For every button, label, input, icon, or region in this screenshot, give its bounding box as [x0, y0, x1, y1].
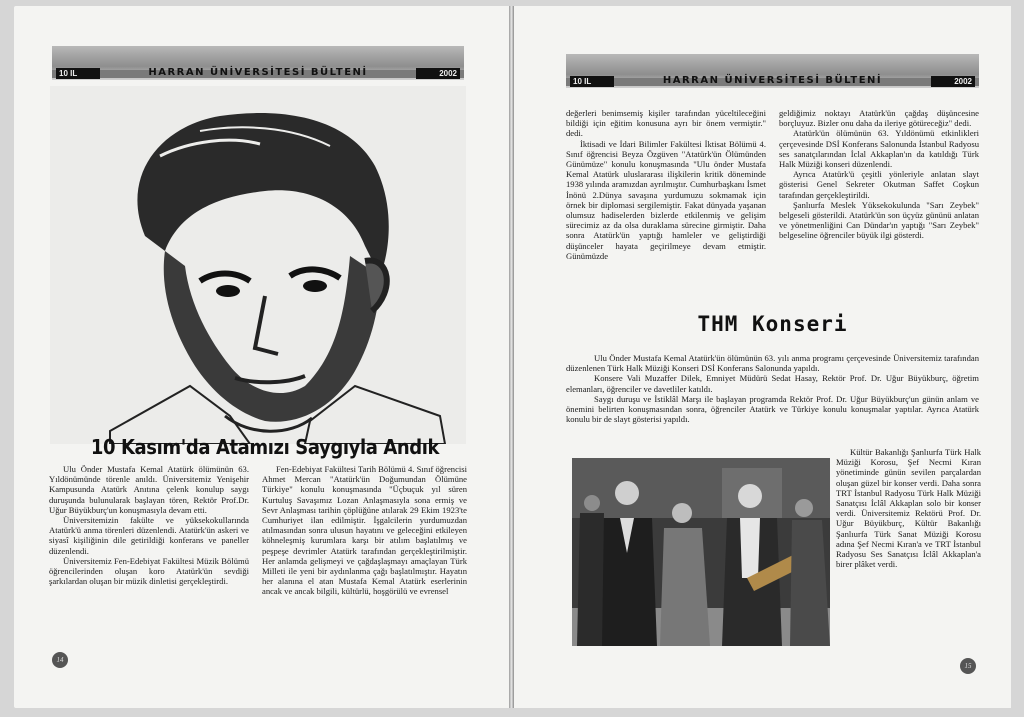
- paragraph: Üniversitemiz Fen-Edebiyat Fakültesi Müzik Bölümü öğrencilerinden oluşan koro Atatürk'ün sevdiği şarkılardan oluşan bir müzik dinletisi gerçekleştirdi.: [49, 555, 249, 587]
- paragraph: Kültür Bakanlığı Şanlıurfa Türk Halk Müziği Korosu, Şef Necmi Kıran yönetiminde günün sevilen parçalardan oluşan güzel bir konser verdi. Daha sonra TRT İstanbul Radyosu Türk Halk Müziği Sanatçısı İclâl Akkaplan solo bir konser verdi. Üniversitemiz Rektörü Prof. Dr. Uğur Büyükburç, Kültür Bakanlığı Şanlıurfa Türk Sanat Müziği Korosu adına Şef Necmi Kıran'a ve TRT İstanbul Radyosu Ses Sanatçısı İclâl Akkaplan'a birer plâket verdi.: [836, 447, 981, 570]
- right-page: [514, 6, 1011, 708]
- paragraph: Fen-Edebiyat Fakültesi Tarih Bölümü 4. Sınıf öğrencisi Ahmet Mercan "Atatürk'ün Doğumundan Ölümüne Türkiye" konulu konuşmasında "Üçbuçuk yıl süren Kurtuluş Savaşımız Lozan Anlaşmasıyla sona ermiş ve Sevr Anlaşması tarihin çöplüğüne atılarak 29 Ekim 1923'te Cumhuriyet ilan edilmiştir. İşgalcilerin yurdumuzdan atılmasından sonra ulusun hayatını ve geleceğini etkileyen köhneleşmiş kurumlara karşı bir atılım başlatılmış ve peşpeşe devrimler Atatürk tarafından gerçekleştirilmiştir. Her anlamda gelişmeyi ve çağdaşlaşmayı amaçlayan Türk Milleti ile yeni bir aydınlanma çağı başlatılmıştır. Hayatın her alanına el atan Mustafa Kemal Atatürk eserlerinin ancak ve ancak bilgili, kültürlü, hoşgörülü ve evrensel: [262, 464, 467, 597]
- paragraph: Üniversitemizin fakülte ve yüksekokullarında Atatürk'ü anma törenleri düzenlendi. Atatürk'ün askeri ve siyasî kişiliğinin dile getirildiği konferans ve paneller düzenlendi.: [49, 515, 249, 556]
- concert-intro: [566, 353, 979, 424]
- left-column-2: [262, 464, 467, 597]
- header-right-tag: 2002: [416, 68, 460, 79]
- header-title: HARRAN ÜNİVERSİTESİ BÜLTENİ: [662, 75, 883, 86]
- paragraph: Atatürk'ün ölümünün 63. Yıldönümü etkinlikleri çerçevesinde DSİ Konferans Salonunda İstanbul Radyosu ses sanatçılarından İclal Akkaplan'ın da katıldığı Türk Halk Müziği konseri düzenlendi.: [779, 128, 979, 170]
- paragraph: Ayrıca Atatürk'ü çeşitli yönleriyle anlatan slayt gösterisi Genel Sekreter Okutman Saffet Coşkun tarafından gerçekleştirildi.: [779, 169, 979, 200]
- left-column-1: [49, 464, 249, 586]
- paragraph: geldiğimiz noktayı Atatürk'ün çağdaş düşüncesine borçluyuz. Bizler onu daha da ileriye götüreceğiz" dedi.: [779, 108, 979, 129]
- right-column-3: [836, 447, 981, 569]
- paragraph: İktisadi ve İdari Bilimler Fakültesi İktisat Bölümü 4. Sınıf öğrencisi Beyza Özgüven "Atatürk'ün Ölümünden Günümüze" konulu konuşmasında "Ulu önder Mustafa Kemal Atatürk uluslararası ilişkilerin kritik döneminde 1938 yılında aramızdan ayrılmıştır. Cumhurbaşkanı İsmet İnönü 2.Dünya savaşına yurdumuzu sokmamak için örnek bir diplomasi sergilemiştir. Fakat dünyada yaşanan olumsuz hadiselerden bizlerde etkilenmiş ve gelişim sürecimiz az da olsa duraklama sürecine girmiştir. Daha sonra Atatürk'ün yaptığı hamleler ve geliştirdiği düşünceler hayata geçirilmeye devam etmiştir. Günümüzde: [566, 138, 766, 261]
- page-number: 14: [52, 652, 68, 668]
- right-column-1: [566, 108, 766, 261]
- ataturk-portrait: [50, 86, 466, 444]
- paragraph: Konsere Vali Muzaffer Dilek, Emniyet Müdürü Sedat Hasay, Rektör Prof. Dr. Uğur Büyükburç, öğretim elemanları, öğrenciler ve davetliler katıldı.: [566, 373, 979, 394]
- left-page: [14, 6, 509, 708]
- paragraph: Şanlıurfa Meslek Yüksekokulunda "Sarı Zeybek" belgeseli gösterildi. Atatürk'ün son üçyüz gününü anlatan ve yönetmenliğini Can Dündar'ın yaptığı "Sarı Zeybek" belgeseline öğrenciler büyük ilgi gösterdi.: [779, 199, 979, 241]
- paragraph: değerleri benimsemiş kişiler tarafından yüceltileceğini bildiği için eğitim konusuna ayrı bir önem vermiştir." dedi.: [566, 108, 766, 139]
- paragraph: Saygı duruşu ve İstiklâl Marşı ile başlayan programda Rektör Prof. Dr. Uğur Büyükburç'un günün anlam ve önemini belirten konuşmasından sonra, öğrenciler Atatürk ve Türkiye konulu konuşmalar yaptılar. Ayrıca Atatürk konulu bir de slayt gösterisi yapıldı.: [566, 393, 979, 425]
- page-header: [566, 54, 979, 88]
- concert-photo: [572, 458, 830, 646]
- right-column-2: [779, 108, 979, 241]
- paragraph: Ulu Önder Mustafa Kemal Atatürk'ün ölümünün 63. yılı anma programı çerçevesinde Üniversitemiz tarafından düzenlenen Türk Halk Müziği Konseri DSİ Konferans Salonunda yapıldı.: [566, 353, 979, 374]
- header-left-tag: 10 IL: [56, 68, 100, 79]
- paragraph: Ulu Önder Mustafa Kemal Atatürk ölümünün 63. Yıldönümünde törenle anıldı. Üniversitemiz Yenişehir Kampusunda Atatürk Anıtına çelenk konulup saygı duruşunda bulunularak başlayan tören, Rektör Prof.Dr. Uğur Büyükburç'un konuşmasıyla devam etti.: [49, 464, 249, 515]
- section-title: THM Konseri: [697, 312, 848, 336]
- header-title: HARRAN ÜNİVERSİTESİ BÜLTENİ: [148, 67, 368, 78]
- page-header: [52, 46, 464, 80]
- header-left-tag: 10 IL: [570, 76, 614, 87]
- header-right-tag: 2002: [931, 76, 975, 87]
- page-number: 15: [960, 658, 976, 674]
- headline: 10 Kasım'da Atamızı Saygıyla Andık: [90, 435, 440, 460]
